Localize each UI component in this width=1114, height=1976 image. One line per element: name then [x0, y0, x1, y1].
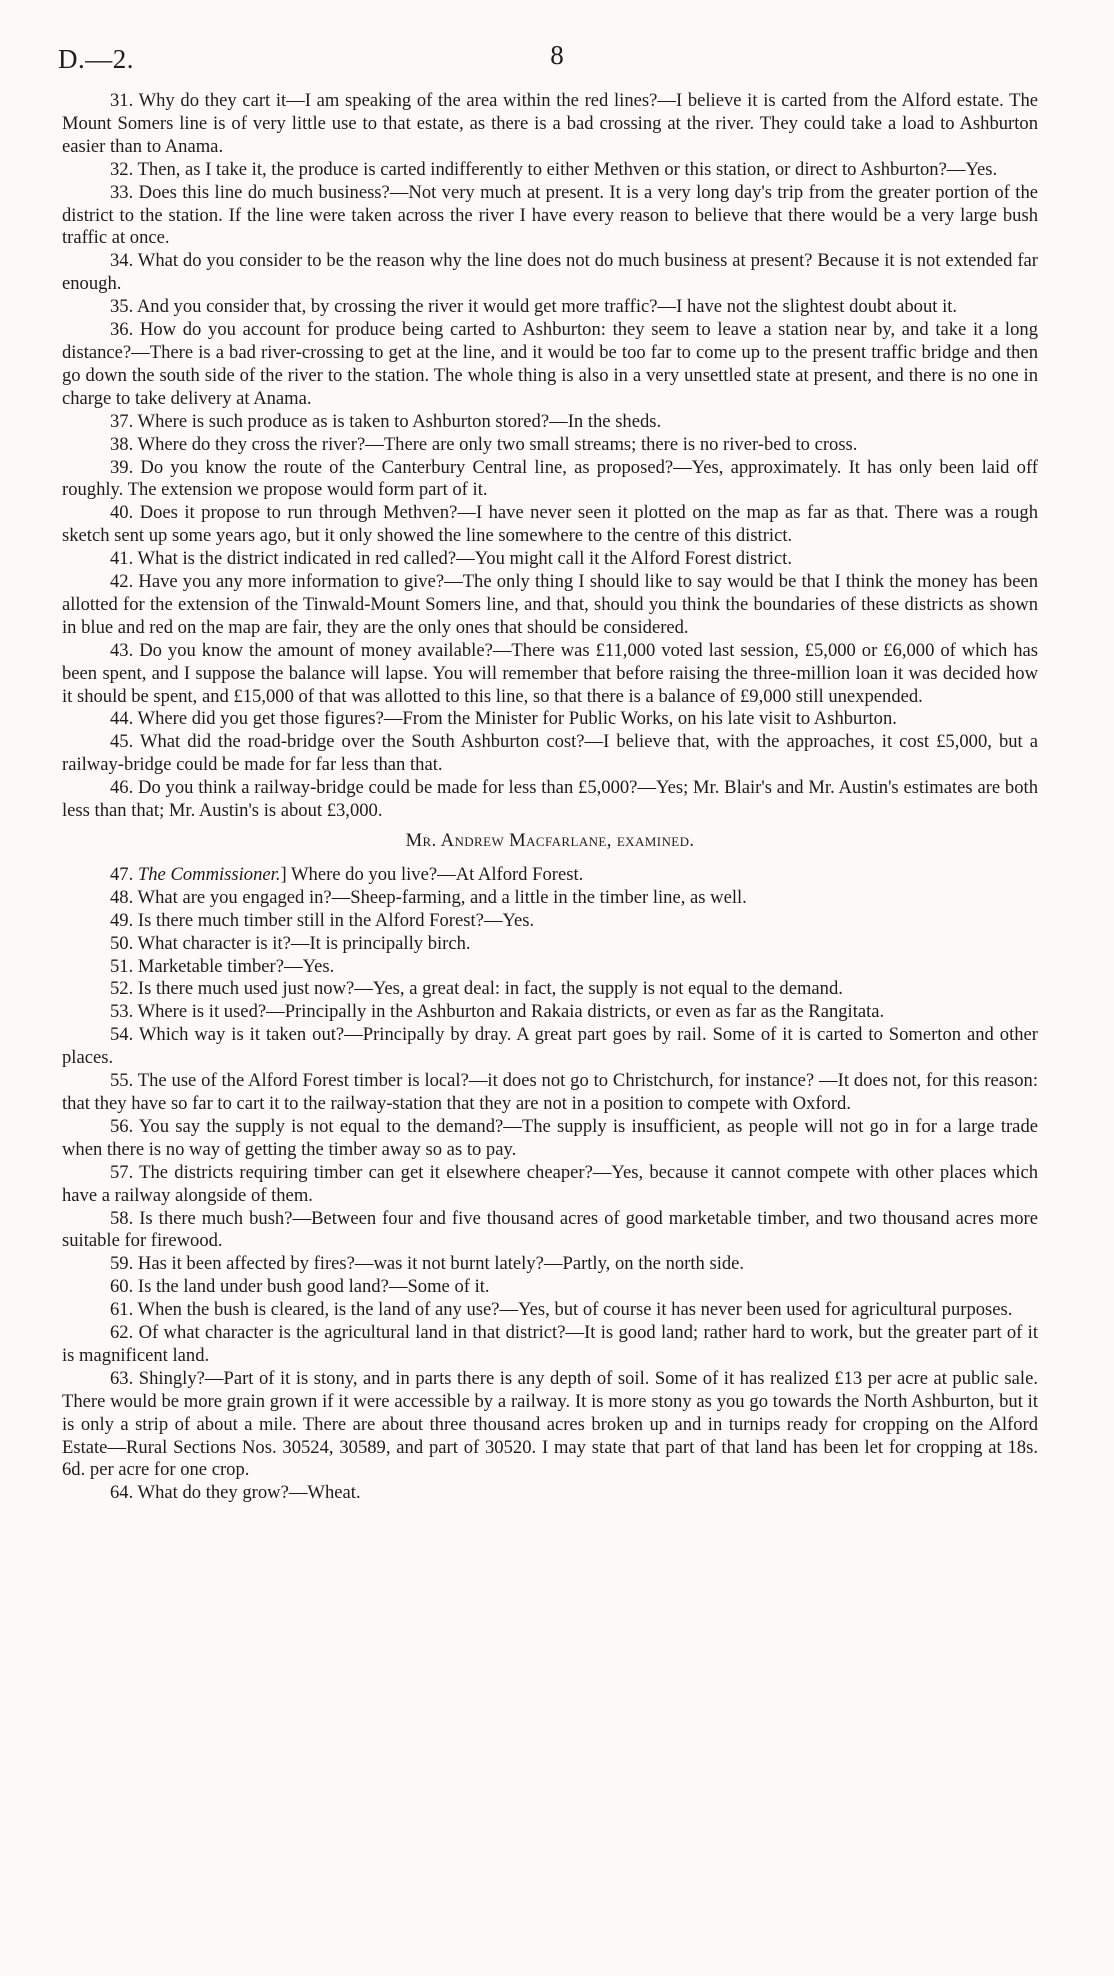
- question-45: 45. What did the road-bridge over the South Ashburton cost?—I believe that, with the approaches, it cost £5,000, but a railway-bridge could be made for far less than that.: [62, 731, 1038, 776]
- section-heading: Mr. Andrew Macfarlane, examined.: [405, 830, 695, 851]
- question-41: 41. What is the district indicated in red called?—You might call it the Alford Forest district.: [110, 548, 792, 570]
- question-number: 47.: [110, 863, 134, 885]
- question-60: 60. Is the land under bush good land?—Some of it.: [110, 1276, 490, 1298]
- question-51: 51. Marketable timber?—Yes.: [110, 955, 335, 977]
- question-54: 54. Which way is it taken out?—Principally by dray. A great part goes by rail. Some of it is carted to Somerton and other places.: [62, 1024, 1038, 1069]
- question-46: 46. Do you think a railway-bridge could be made for less than £5,000?—Yes; Mr. Blair's and Mr. Austin's estimates are both less than that; Mr. Austin's is about £3,000.: [62, 777, 1038, 822]
- question-text: ] Where do you live?—At Alford Forest.: [280, 863, 584, 885]
- question-33: 33. Does this line do much business?—Not very much at present. It is a very long day's trip from the greater portion of the district to the station. If the line were taken across the river I have every reason to believe that there would be a very large bush traffic at once.: [62, 181, 1038, 249]
- question-58: 58. Is there much bush?—Between four and five thousand acres of good marketable timber, and two thousand acres more suitable for firewood.: [62, 1207, 1038, 1252]
- question-48: 48. What are you engaged in?—Sheep-farming, and a little in the timber line, as well.: [110, 886, 747, 908]
- question-56: 56. You say the supply is not equal to the demand?—The supply is insufficient, as people will not go in for a large trade when there is no way of getting the timber away so as to pay.: [62, 1115, 1038, 1160]
- question-44: 44. Where did you get those figures?—From the Minister for Public Works, on his late visit to Ashburton.: [110, 708, 897, 730]
- question-42: 42. Have you any more information to give?—The only thing I should like to say would be that I think the money has been allotted for the extension of the Tinwald-Mount Somers line, and that, should you think the boundaries of these districts as shown in blue and red on the map are fair, they are the only ones that should be considered.: [62, 571, 1038, 638]
- question-61: 61. When the bush is cleared, is the land of any use?—Yes, but of course it has never been used for agricultural purposes.: [110, 1299, 1013, 1321]
- question-34: 34. What do you consider to be the reason why the line does not do much business at present? Because it is not extended far enough.: [62, 250, 1038, 295]
- page-number: 8: [550, 40, 564, 70]
- document-body: [62, 90, 1038, 1505]
- question-55: 55. The use of the Alford Forest timber is local?—it does not go to Christchurch, for instance? —It does not, for this reason: that they have so far to cart it to the railway-station that they are not in a position to compete with Oxford.: [62, 1070, 1038, 1114]
- question-63: 63. Shingly?—Part of it is stony, and in parts there is any depth of soil. Some of it has realized £13 per acre at public sale. There would be more grain grown if it were accessible by a railway. It is more stony as you go towards the North Ashburton, but it is only a strip of about a mile. There are about three thousand acres broken up and in turnips ready for cropping on the Alford Estate—Rural Sections Nos. 30524, 30589, and part of 30520. I may state that part of that land has been let for cropping at 18s. 6d. per acre for one crop.: [62, 1367, 1038, 1481]
- question-35: 35. And you consider that, by crossing the river it would get more traffic?—I have not the slightest doubt about it.: [110, 296, 958, 318]
- question-39: 39. Do you know the route of the Canterbury Central line, as proposed?—Yes, approximately. It has only been laid off roughly. The extension we propose would form part of it.: [62, 456, 1038, 501]
- question-64: 64. What do they grow?—Wheat.: [110, 1482, 361, 1504]
- question-36: 36. How do you account for produce being carted to Ashburton: they seem to leave a station near by, and take it a long distance?—There is a bad river-crossing to get at the line, and it would be too far to come up to the present traffic bridge and then go down the south side of the river to the station. The whole thing is also in a very unsettled state at present, and there is no one in charge to take delivery at Anama.: [62, 319, 1038, 409]
- speaker-label: The Commissioner.: [137, 863, 281, 885]
- question-31: 31. Why do they cart it—I am speaking of the area within the red lines?—I believe it is carted from the Alford estate. The Mount Somers line is of very little use to that estate, as there is a bad crossing at the river. They could take a load to Ashburton easier than to Anama.: [62, 90, 1038, 157]
- question-43: 43. Do you know the amount of money available?—There was £11,000 voted last session, £5,000 or £6,000 of which has been spent, and I suppose the balance will lapse. You will remember that before raising the three-million loan it was decided how it should be spent, and £15,000 of that was allotted to this line, so that there is a balance of £9,000 still unexpended.: [62, 639, 1038, 707]
- question-40: 40. Does it propose to run through Methven?—I have never seen it plotted on the map as far as that. There was a rough sketch sent up some years ago, but it only showed the line somewhere to the centre of this district.: [62, 502, 1038, 547]
- question-49: 49. Is there much timber still in the Alford Forest?—Yes.: [110, 909, 535, 931]
- question-59: 59. Has it been affected by fires?—was it not burnt lately?—Partly, on the north side.: [110, 1253, 745, 1275]
- question-50: 50. What character is it?—It is principally birch.: [110, 932, 471, 954]
- document-identifier: D.—2.: [58, 44, 134, 74]
- question-52: 52. Is there much used just now?—Yes, a great deal: in fact, the supply is not equal to the demand.: [110, 978, 843, 1000]
- question-57: 57. The districts requiring timber can get it elsewhere cheaper?—Yes, because it cannot compete with other places which have a railway alongside of them.: [62, 1161, 1038, 1206]
- question-62: 62. Of what character is the agricultural land in that district?—It is good land; rather hard to work, but the greater part of it is magnificent land.: [62, 1322, 1038, 1366]
- question-38: 38. Where do they cross the river?—There are only two small streams; there is no river-bed to cross.: [110, 433, 858, 455]
- question-47: [62, 864, 1038, 887]
- question-32: 32. Then, as I take it, the produce is carted indifferently to either Methven or this station, or direct to Ashburton?—Yes.: [110, 158, 998, 180]
- question-37: 37. Where is such produce as is taken to Ashburton stored?—In the sheds.: [110, 410, 662, 432]
- question-53: 53. Where is it used?—Principally in the Ashburton and Rakaia districts, or even as far as the Rangitata.: [110, 1001, 885, 1023]
